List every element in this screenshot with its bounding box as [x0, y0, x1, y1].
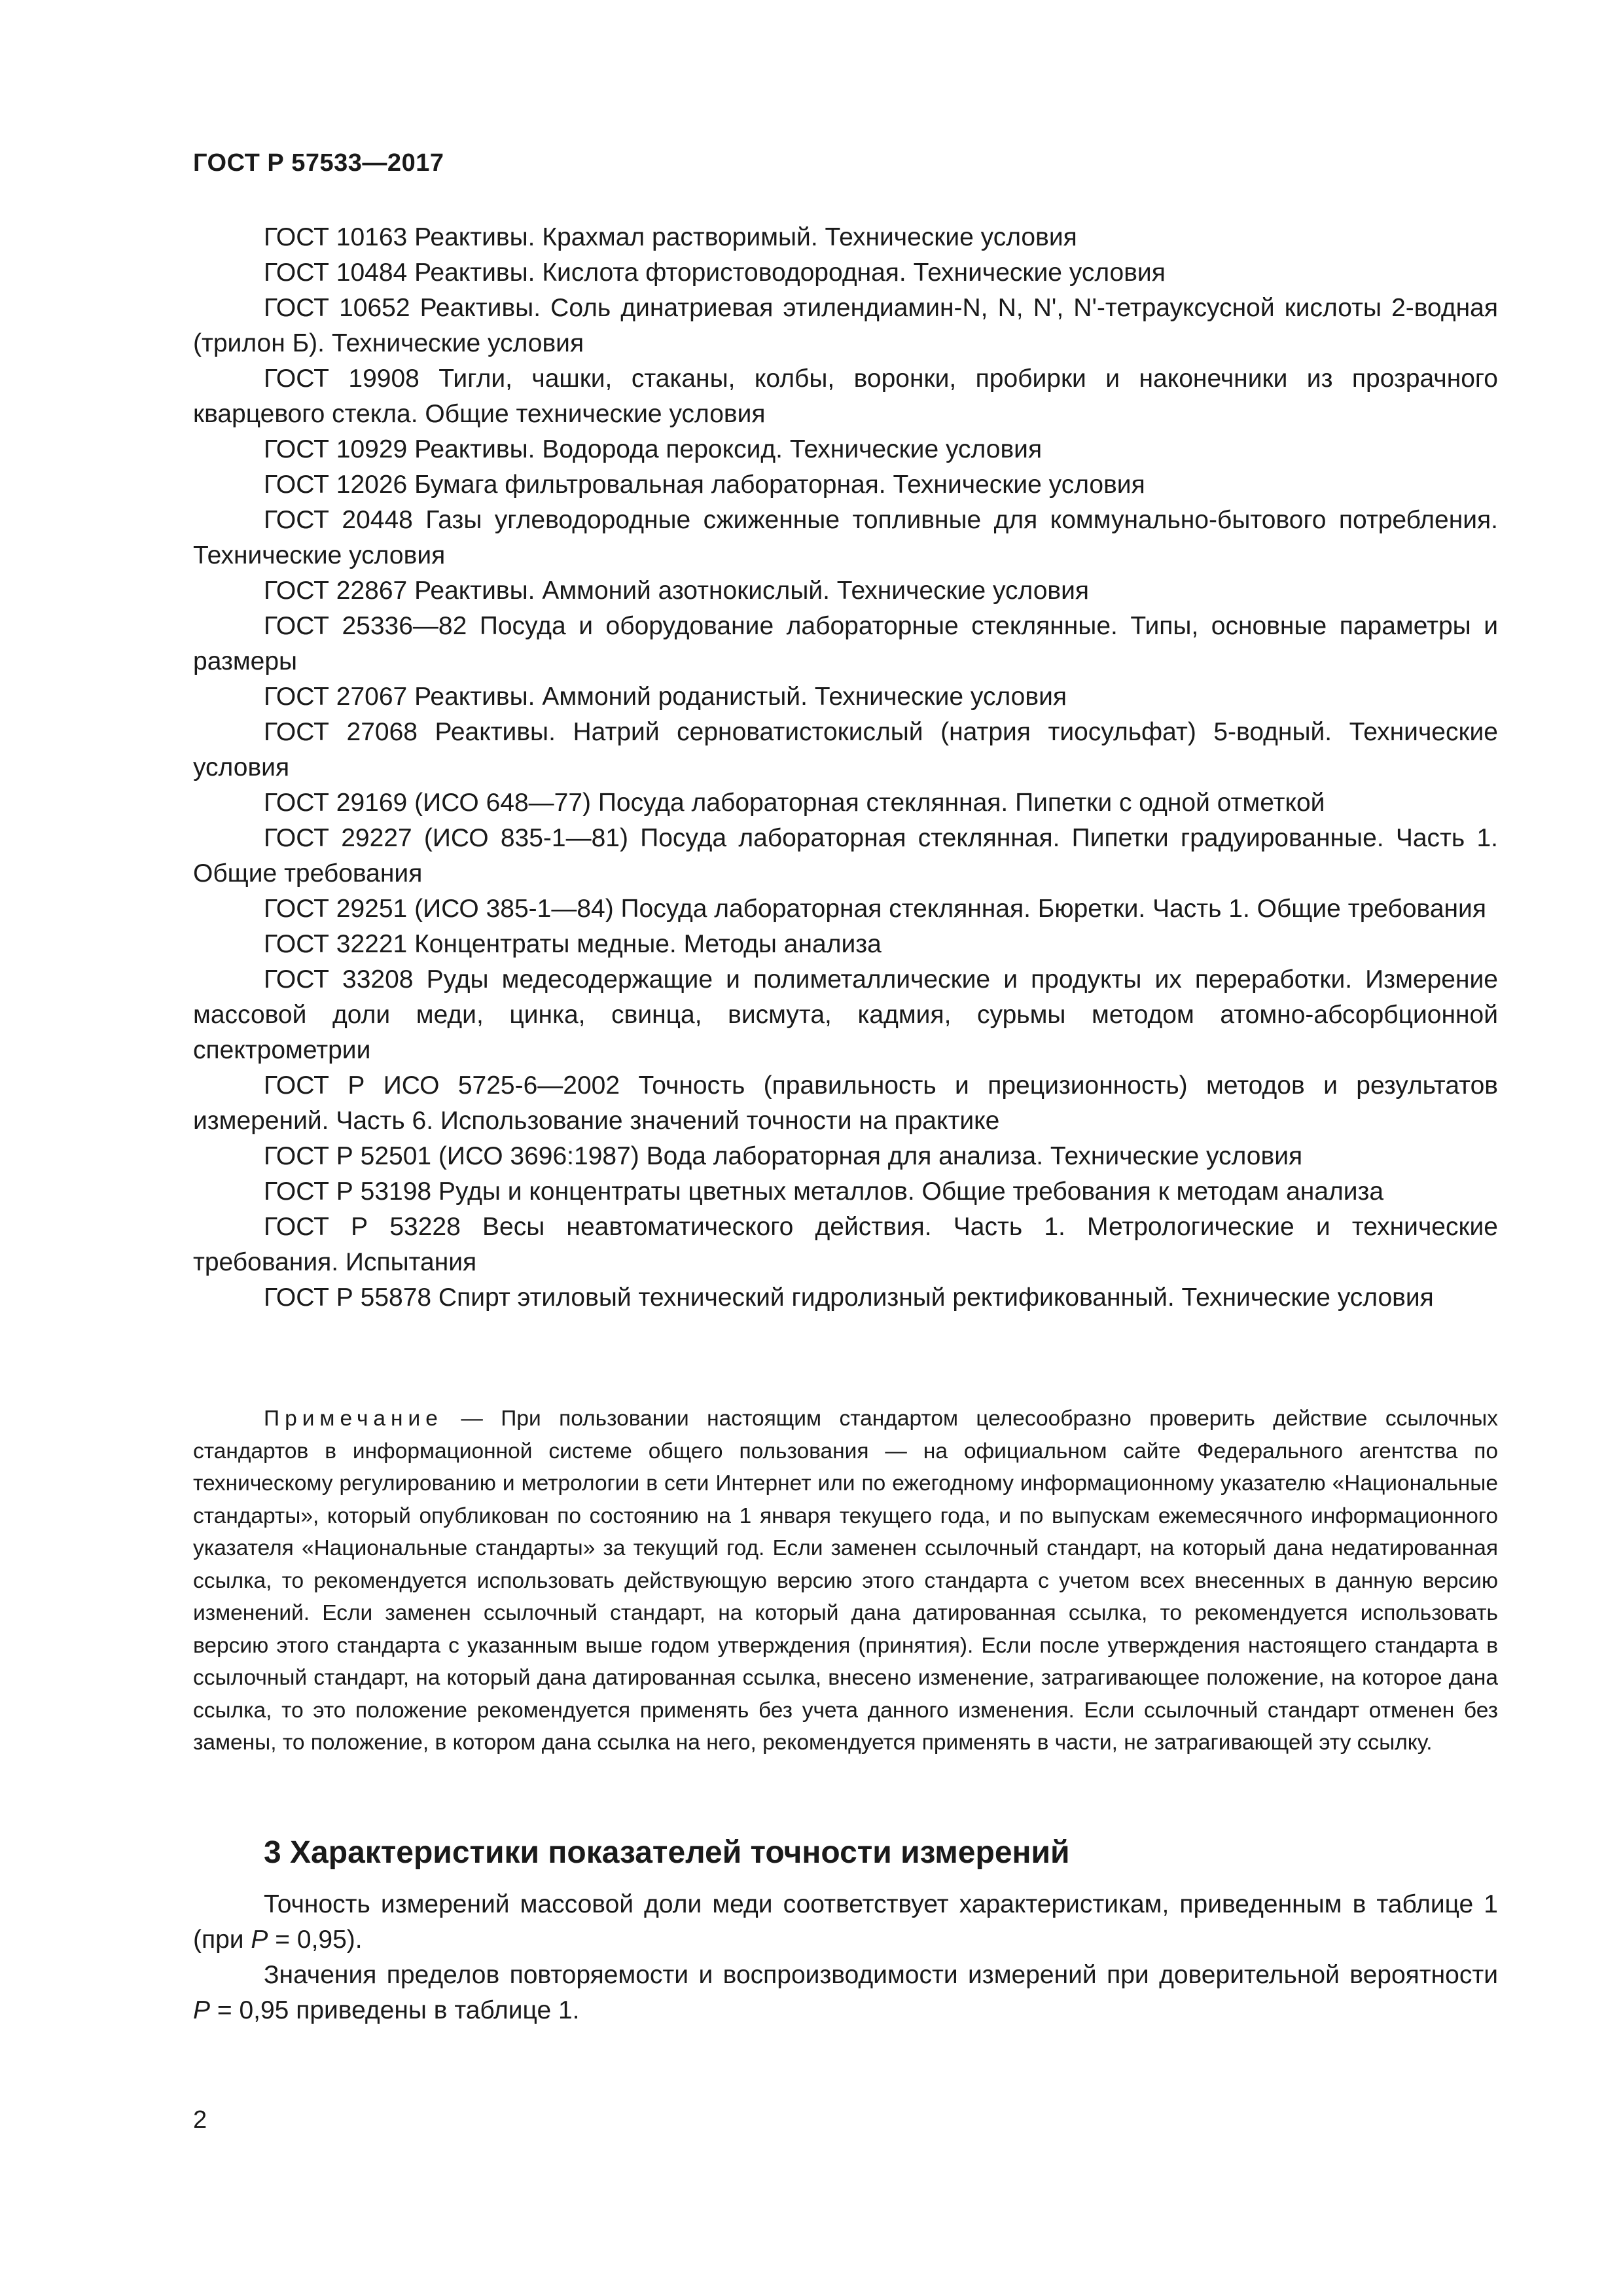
reference-item: ГОСТ Р 53228 Весы неавтоматического действия. Часть 1. Метрологические и технические требования. Испытания [193, 1213, 1498, 1276]
reference-item: ГОСТ 27067 Реактивы. Аммоний роданистый. Технические условия [264, 683, 1067, 711]
normative-references-list [193, 220, 1498, 1316]
reference-item: ГОСТ Р 52501 (ИСО 3696:1987) Вода лабораторная для анализа. Технические условия [264, 1142, 1303, 1170]
section-body [193, 1887, 1498, 2028]
reference-item: ГОСТ 32221 Концентраты медные. Методы анализа [264, 930, 882, 958]
reference-item: ГОСТ 27068 Реактивы. Натрий серноватистокислый (натрия тиосульфат) 5-водный. Технические условия [193, 718, 1498, 781]
reference-item: ГОСТ 12026 Бумага фильтровальная лабораторная. Технические условия [264, 471, 1145, 499]
reference-item: ГОСТ 20448 Газы углеводородные сжиженные топливные для коммунально-бытового потребления. Технические условия [193, 506, 1498, 569]
para2-text-before: Значения пределов повторяемости и воспроизводимости измерений при доверительной вероятности [264, 1961, 1498, 1989]
reference-item: ГОСТ 10484 Реактивы. Кислота фтористоводородная. Технические условия [264, 259, 1166, 287]
reference-item: ГОСТ 29227 (ИСО 835-1—81) Посуда лабораторная стеклянная. Пипетки градуированные. Часть 1. Общие требования [193, 824, 1498, 888]
section-title: 3 Характеристики показателей точности измерений [264, 1835, 1070, 1870]
para1-text-after: = 0,95). [268, 1926, 363, 1954]
para1-text-before: Точность измерений массовой доли меди соответствует характеристикам, приведенным в таблице 1 (при [193, 1890, 1498, 1954]
reference-item: ГОСТ 10929 Реактивы. Водорода пероксид. Технические условия [264, 435, 1043, 463]
reference-item: ГОСТ 25336—82 Посуда и оборудование лабораторные стеклянные. Типы, основные параметры и размеры [193, 612, 1498, 675]
reference-item: ГОСТ 19908 Тигли, чашки, стаканы, колбы, воронки, пробирки и наконечники из прозрачного кварцевого стекла. Общие технические условия [193, 365, 1498, 428]
probability-variable: P [251, 1926, 268, 1954]
reference-item: ГОСТ 10652 Реактивы. Соль динатриевая этилендиамин-N, N, N', N'-тетрауксусной кислоты 2-водная (трилон Б). Технические условия [193, 294, 1498, 357]
reference-item: ГОСТ 29251 (ИСО 385-1—84) Посуда лабораторная стеклянная. Бюретки. Часть 1. Общие требования [264, 895, 1486, 923]
body-paragraph [193, 1887, 1498, 1958]
reference-item: ГОСТ 33208 Руды медесодержащие и полиметаллические и продукты их переработки. Измерение массовой доли меди, цинка, свинца, висмута, кадмия, сурьмы методом атомно-абсорбционной спектрометрии [193, 965, 1498, 1064]
page-number: 2 [193, 2106, 207, 2134]
body-paragraph [193, 1958, 1498, 2028]
reference-item: ГОСТ 22867 Реактивы. Аммоний азотнокислый. Технические условия [264, 577, 1090, 605]
reference-item: ГОСТ 10163 Реактивы. Крахмал растворимый. Технические условия [264, 223, 1077, 251]
note-text: — При пользовании настоящим стандартом целесообразно проверить действие ссылочных стандартов в информационной системе общего пользования — на официальном сайте Федерального агентства по техническому регулированию и метрологии в сети Интернет или по ежегодному информационному указателю «Национальные стандарты», который опубликован по состоянию на 1 января текущего года, и по выпускам ежемесячного информационного указателя «Национальные стандарты» за текущий год. Если заменен ссылочный стандарт, на который дана недатированная ссылка, то рекомендуется использовать действующую версию этого стандарта с учетом всех внесенных в данную версию изменений. Если заменен ссылочный стандарт, на который дана датированная ссылка, то рекомендуется использовать версию этого стандарта с указанным выше годом утверждения (принятия). Если после утверждения настоящего стандарта в ссылочный стандарт, на который дана датированная ссылка, внесено изменение, затрагивающее положение, на которое дана ссылка, то это положение рекомендуется применять без учета данного изменения. Если ссылочный стандарт отменен без замены, то положение, в котором дана ссылка на него, рекомендуется применять в части, не затрагивающей эту ссылку. [193, 1407, 1498, 1755]
reference-item: ГОСТ Р 55878 Спирт этиловый технический гидролизный ректификованный. Технические условия [264, 1283, 1434, 1312]
reference-item: ГОСТ 29169 (ИСО 648—77) Посуда лабораторная стеклянная. Пипетки с одной отметкой [264, 789, 1325, 817]
probability-variable: P [193, 1996, 211, 2024]
note-label: Примечание [264, 1407, 443, 1431]
para2-text-after: = 0,95 приведены в таблице 1. [210, 1996, 580, 2024]
note-paragraph [193, 1403, 1498, 1759]
page-header-doc-id: ГОСТ Р 57533—2017 [193, 149, 444, 177]
reference-item: ГОСТ Р ИСО 5725-6—2002 Точность (правильность и прецизионность) методов и результатов измерений. Часть 6. Использование значений точности на практике [193, 1071, 1498, 1135]
reference-item: ГОСТ Р 53198 Руды и концентраты цветных металлов. Общие требования к методам анализа [264, 1177, 1384, 1206]
